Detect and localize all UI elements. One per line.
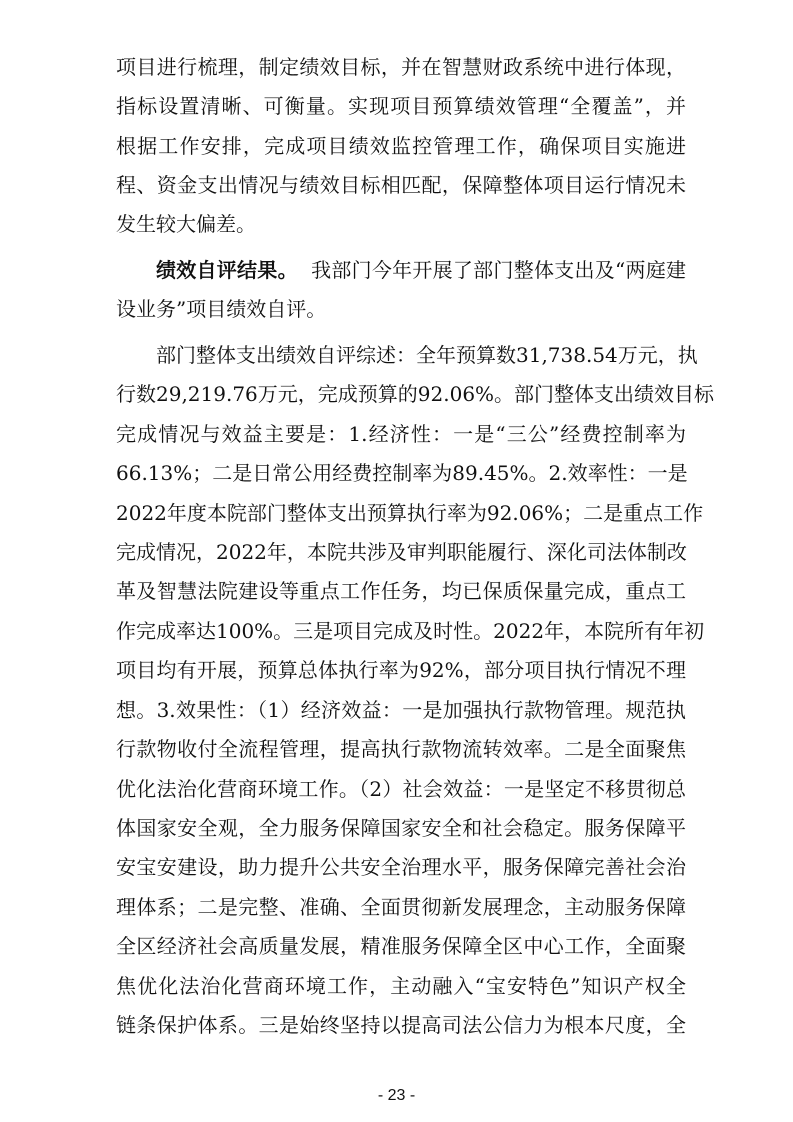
paragraph-line: 66.13%；二是日常公用经费控制率为89.45%。2.效率性：一是 <box>116 461 688 485</box>
paragraph-line: 完成情况与效益主要是：1.经济性：一是“三公”经费控制率为 <box>116 422 686 446</box>
paragraph-line: 理体系；二是完整、准确、全面贯彻新发展理念，主动服务保障 <box>116 895 686 919</box>
paragraph-line: 优化法治化营商环境工作。（2）社会效益：一是坚定不移贯彻总 <box>116 777 686 801</box>
paragraph-line: 焦优化法治化营商环境工作，主动融入“宝安特色”知识产权全 <box>116 974 686 998</box>
paragraph-line: 完成情况，2022年，本院共涉及审判职能履行、深化司法体制改 <box>116 540 687 564</box>
paragraph-line: 作完成率达100%。三是项目完成及时性。2022年，本院所有年初 <box>116 619 705 643</box>
paragraph-line: 部门整体支出绩效自评综述：全年预算数31,738.54万元，执 <box>156 343 698 367</box>
paragraph-line: 安宝安建设，助力提升公共安全治理水平，服务保障完善社会治 <box>116 855 686 879</box>
paragraph-line: 革及智慧法院建设等重点工作任务，均已保质保量完成，重点工 <box>116 579 686 603</box>
paragraph-line: 行数29,219.76万元，完成预算的92.06%。部门整体支出绩效目标 <box>116 382 715 406</box>
paragraph-line: 根据工作安排，完成项目绩效监控管理工作，确保项目实施进 <box>116 134 686 158</box>
paragraph-line: 指标设置清晰、可衡量。实现项目预算绩效管理“全覆盖”，并 <box>116 94 686 118</box>
paragraph-line: 想。3.效果性：（1）经济效益：一是加强执行款物管理。规范执 <box>116 698 686 722</box>
paragraph-line: 链条保护体系。三是始终坚持以提高司法公信力为根本尺度，全 <box>116 1013 686 1037</box>
paragraph-line: 行款物收付全流程管理，提高执行款物流转效率。二是全面聚焦 <box>116 737 686 761</box>
page-number: - 23 - <box>377 1087 416 1104</box>
section-heading: 绩效自评结果。 <box>156 258 298 282</box>
paragraph-line: 程、资金支出情况与绩效目标相匹配，保障整体项目运行情况未 <box>116 173 686 197</box>
paragraph-line: 发生较大偏差。 <box>116 212 256 236</box>
section-text: 我部门今年开展了部门整体支出及“两庭建 <box>311 258 687 282</box>
paragraph-line: 设业务”项目绩效自评。 <box>116 297 327 321</box>
paragraph-line: 项目均有开展，预算总体执行率为92%，部分项目执行情况不理 <box>116 658 686 682</box>
paragraph-line: 全区经济社会高质量发展，精准服务保障全区中心工作，全面聚 <box>116 934 686 958</box>
paragraph-line: 2022年度本院部门整体支出预算执行率为92.06%；二是重点工作 <box>116 501 704 525</box>
paragraph-line: 项目进行梳理，制定绩效目标，并在智慧财政系统中进行体现， <box>116 55 686 79</box>
paragraph-line: 体国家安全观，全力服务保障国家安全和社会稳定。服务保障平 <box>116 816 686 840</box>
section-line <box>156 256 686 284</box>
